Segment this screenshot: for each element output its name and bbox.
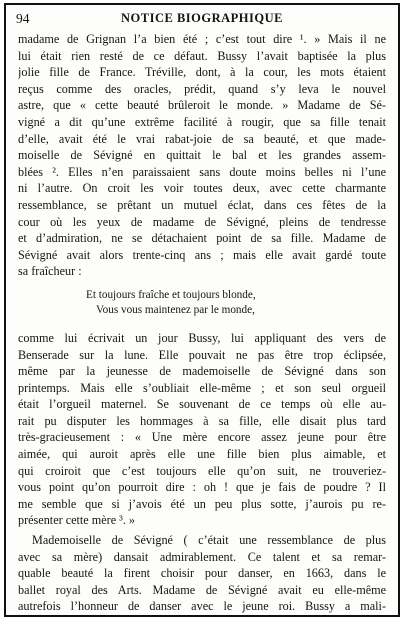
- page-header: [16, 11, 388, 27]
- paragraph-2: [18, 330, 386, 529]
- text-line: très-gracieusement : « Une mère encore assez jeune pour être: [18, 430, 386, 445]
- text-line: moiselle de Sévigné en quittait le bal et les grandes assem-: [18, 148, 386, 163]
- text-line: autrefois l’honneur de danser avec le jeune roi. Bussy a mali-: [18, 599, 386, 614]
- text-line: rait pu disputer les hommages à sa fille, elle disait plus tard: [18, 413, 386, 428]
- text-line: sa fraîcheur :: [18, 264, 82, 279]
- text-line: madame de Grignan l’a bien été ; c’est tout dire ¹. » Mais il ne: [18, 32, 386, 46]
- text-line: comme lui écrivait un jour Bussy, lui appliquant des vers de: [18, 330, 386, 345]
- running-head: NOTICE BIOGRAPHIQUE: [121, 11, 283, 25]
- text-line: d’elle, avait été le vrai rabat-joie de sa beauté, et que made-: [18, 131, 386, 146]
- book-page: [4, 3, 400, 617]
- text-line: blées ². Elles n’en paraissaient sans doute moins belles ni l’une: [18, 164, 386, 179]
- verse-quote: [18, 288, 386, 318]
- text-line: même par la jeunesse de mademoiselle de Sévigné dans son: [18, 364, 386, 379]
- text-line: reçus comme des oracles, prédit, quand s’y leva le nouvel: [18, 81, 386, 96]
- text-line: vous point qu’on pourroit dire : oh ! que je fais de poudre ? Il: [18, 480, 386, 495]
- text-line: qui croiroit que c’est toujours elle qu’on suit, ne trouveriez-: [18, 463, 386, 478]
- text-line: ressemblance, se prêtant un mutuel éclat, dans ces fêtes de la: [18, 197, 386, 212]
- text-line: cour où les yeux de madame de Sévigné, pleins de tendresse: [18, 214, 386, 229]
- text-line: Sévigné avait alors trente-cinq ans ; mais elle avait gardé toute: [18, 247, 386, 262]
- paragraph-1: [18, 31, 386, 280]
- text-line: lui était rien resté de ce défaut. Bussy l’avait baptisée la plus: [18, 48, 386, 63]
- verse-line: Et toujours fraîche et toujours blonde,: [86, 288, 256, 301]
- page-number: 94: [16, 11, 30, 26]
- text-line: aimée, qui auroit après elle une fille bien plus aimable, et: [18, 447, 386, 462]
- text-line: ballet royal des Arts. Madame de Sévigné avait eu elle-même: [18, 582, 386, 597]
- paragraph-3: [18, 532, 386, 615]
- body-text: [18, 31, 386, 615]
- text-line: présenter cette mère ³. »: [18, 513, 136, 528]
- text-line: ni l’autre. On croit les voir toutes deux, avec cette charmante: [18, 181, 386, 196]
- text-line: Benserade sur la lune. Elle pouvait ne pas être trop éclipsée,: [18, 347, 386, 362]
- text-line: avec sa mère) dansait admirablement. Ce talent et sa remar-: [18, 549, 386, 564]
- text-line: était l’orgueil maternel. Se souvenant de ce temps où elle au-: [18, 397, 386, 412]
- text-line: jolie fille de France. Tréville, dont, à la cour, les mots étaient: [18, 65, 386, 80]
- text-line: vigné a dit qu’une extrême facilité à rougir, que sa fille tenait: [18, 114, 386, 129]
- text-line: Mademoiselle de Sévigné ( c’était une ressemblance de plus: [32, 533, 386, 548]
- text-line: astre, que « cette beauté brûleroit le monde. » Madame de Sé-: [18, 98, 386, 113]
- verse-line: Vous vous maintenez par le monde,: [96, 303, 255, 316]
- text-line: et d’admiration, ne se détachaient point de sa fille. Madame de: [18, 231, 386, 246]
- text-line: me semble que si j’avois été un peu plus sotte, j’aurois pu re-: [18, 496, 386, 511]
- text-line: printemps. Mais elle s’oubliait elle-même ; et son seul orgueil: [18, 380, 386, 395]
- text-line: quable beauté la firent choisir pour danser, en 1663, dans le: [18, 566, 386, 581]
